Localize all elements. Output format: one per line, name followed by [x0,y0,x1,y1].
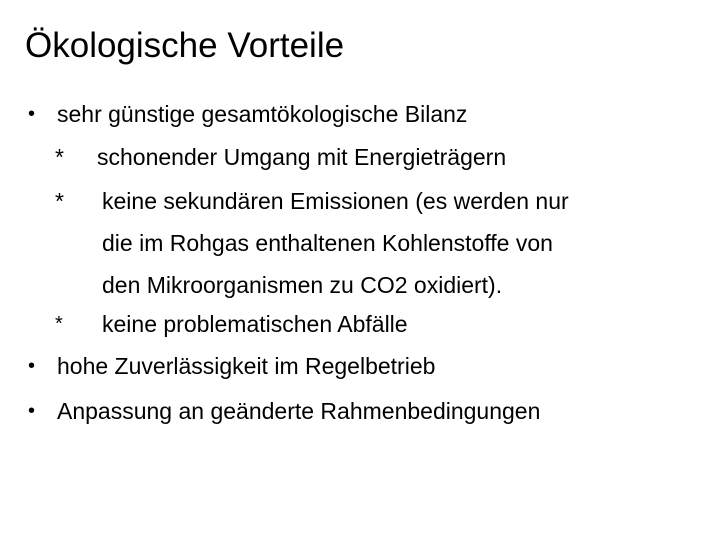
bullet-marker: • [28,400,36,422]
sub-bullet-text-emissionen-line3: den Mikroorganismen zu CO2 oxidiert). [102,272,503,298]
bullet-text-zuverlaessigkeit: hohe Zuverlässigkeit im Regelbetrieb [57,353,436,379]
bullet-text-anpassung: Anpassung an geänderte Rahmenbedingungen [57,398,541,424]
sub-bullet-text-emissionen-line1: keine sekundären Emissionen (es werden nur [102,188,569,214]
sub-bullet-marker: * [55,313,63,335]
bullet-text-bilanz: sehr günstige gesamtökologische Bilanz [57,101,468,127]
sub-bullet-text-emissionen-line2: die im Rohgas enthaltenen Kohlenstoffe von [102,230,553,256]
sub-bullet-text-energietraeger: schonender Umgang mit Energieträgern [97,144,507,170]
sub-bullet-text-abfaelle: keine problematischen Abfälle [102,311,408,337]
bullet-marker: • [28,103,36,125]
bullet-marker: • [28,355,36,377]
slide-title: Ökologische Vorteile [25,26,345,65]
sub-bullet-marker: * [55,144,64,170]
sub-bullet-marker: * [55,188,64,214]
